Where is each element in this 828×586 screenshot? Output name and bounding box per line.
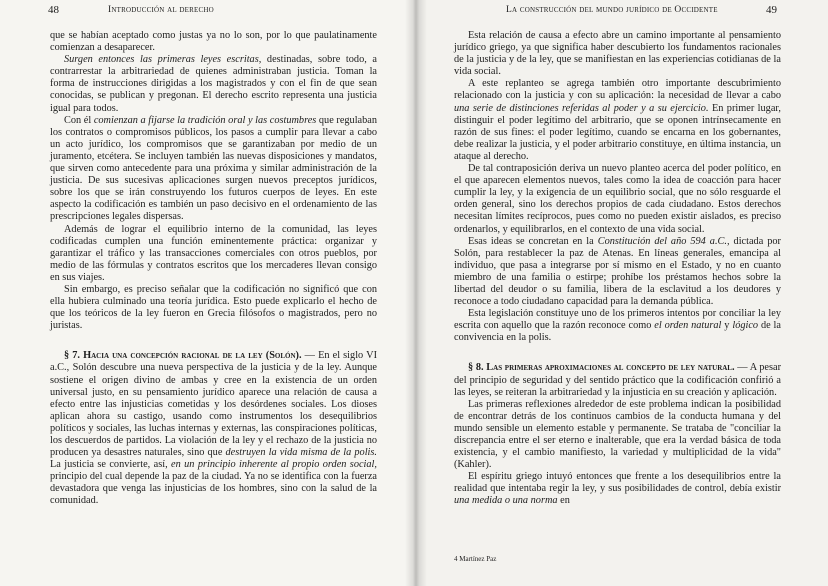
- running-head: La construcción del mundo jurídico de Occidente: [506, 5, 718, 15]
- page-number: 48: [48, 4, 59, 16]
- paragraph: que se habían aceptado como justas ya no lo son, por lo que paulatinamente comienzan a desaparecer.: [50, 30, 377, 54]
- book-spine-shadow: [405, 0, 427, 586]
- paragraph: Esas ideas se concretan en la Constitución del año 594 a.C., dictada por Solón, para restablecer la paz de Atenas. En líneas generales, emancipa al individuo, que pasa a integrarse por sí mismo en el Estado, y no en cuanto miembro de una familia o estirpe; prohíbe los préstamos hechos sobre la libertad del deudor o su familia, libera de la esclavitud a los deudores y reconoce a todo ciudadano capacidad para la demanda pública.: [454, 235, 781, 308]
- text-column: [50, 30, 377, 508]
- section-heading: § 8. Las primeras aproximaciones al concepto de ley natural.: [468, 362, 735, 374]
- section-8: § 8. Las primeras aproximaciones al concepto de ley natural. — A pesar del principio de seguridad y del sentido práctico que la codificación confirió a las leyes, se reiteran la arbitrariedad y la injusticia en su creación y aplicación.: [454, 362, 782, 398]
- page-number: 49: [766, 4, 777, 16]
- paragraph: Surgen entonces las primeras leyes escritas, destinadas, sobre todo, a contrarrestar la arbitrariedad de quienes administraban justicia. Toman la forma de instrucciones dirigidas a los magistrados y con el fin de que sean conocidas, se publican y pregonan. El derecho escrito representa una justicia igual para todos.: [50, 54, 377, 114]
- paragraph: A este replanteo se agrega también otro importante descubrimiento relacionado con la justicia y con su aplicación: la necesidad de llevar a cabo una serie de distinciones referidas al poder y a su ejercicio. En primer lugar, distinguir el poder legítimo del arbitrario, que se oponen intrínsecamente en razón de sus fines: el poder legítimo, cuando se encarna en los gobernantes, debe realizar la justicia, y el poder arbitrario constituye, en última instancia, un ataque al derecho.: [454, 78, 781, 162]
- text-column: [454, 30, 781, 508]
- paragraph: De tal contraposición deriva un nuevo planteo acerca del poder político, en el que aparecen elementos nuevos, tales como la idea de coacción para hacer cumplir la ley, y la exigencia de un equilibrio social, que no sólo resguarde el orden general, sino los derechos propios de cada ciudadano. Estos derechos necesitan límites recíprocos, pues como no pueden existir aislados, es preciso ordenarlos, y equilibrarlos, en el contexto de una vida social.: [454, 163, 781, 235]
- paragraph: El espíritu griego intuyó entonces que frente a los desequilibrios entre la realidad que intentaba regir la ley, y sus posibilidades de control, debía existir una medida o una norma en: [454, 471, 781, 507]
- right-page: [414, 0, 828, 586]
- section-heading: § 7. Hacia una concepción racional de la ley (Solón).: [64, 350, 302, 362]
- paragraph: Las primeras reflexiones alrededor de este problema indican la posibilidad de encontrar detrás de los continuos cambios de la conducta humana y del mundo sensible un elemento estable y permanente. Se trataba de "conciliar la discrepancia entre el ser eterno e inalterable, que era la verdad básica de toda existencia, y el cambio manifiesto, la variedad y multiplicidad de la vida" (Kahler).: [454, 398, 781, 471]
- running-head: Introducción al derecho: [108, 5, 214, 15]
- paragraph: Además de lograr el equilibrio interno de la comunidad, las leyes codificadas cumplen una función eminentemente práctica: organizar y garantizar el tráfico y las transacciones comerciales con otros pueblos, por medio de las fórmulas y contratos escritos que los mercaderes llevan consigo en sus viajes.: [50, 223, 377, 283]
- paragraph: Con él comienzan a fijarse la tradición oral y las costumbres que regulaban los contratos o compromisos públicos, los pasos a cumplir para llevar a cabo un acto jurídico, los compromisos que se garantizaban por medio de un juramento, etcétera. Se incluyen también las nuevas disposiciones y mandatos, que sirven como antecedente para una próxima y similar administración de la justicia. De sus sucesivas aplicaciones surgen nuevos preceptos jurídicos, sobre los que se irán construyendo los futuros cuerpos de leyes. En este aspecto la codificación es también un paso decisivo en el ordenamiento de las prescripciones legales dispersas.: [50, 114, 377, 223]
- paragraph: Sin embargo, es preciso señalar que la codificación no significó que con ella hubiera culminado una teoría jurídica. Esto puede explicarlo el hecho de que los teóricos de la ley fueron en Grecia filósofos o magistrados, pero no juristas.: [50, 283, 377, 332]
- signature-footnote: 4 Martínez Paz: [454, 555, 497, 563]
- section-7: § 7. Hacia una concepción racional de la ley (Solón). — En el siglo VI a.C., Solón descubre una nueva perspectiva de la justicia y de la ley. Aunque sostiene el origen divino de ambas y cree en la existencia de un orden universal justo, en su pensamiento jurídico aparece una relación de causa a efecto entre las injusticias cometidas y los desórdenes sociales. Los dioses aplican ahora su castigo, usando como instrumentos los desequilibrios políticos y sociales, las luchas internas y externas, las conspiraciones políticas, los descuerdos de partidos. La violación de la ley y el rechazo de la justicia no producen ya desastres naturales, sino que destruyen la vida misma de la polis. La justicia se convierte, así, en un principio inherente al propio orden social, principio del cual depende la paz de la ciudad. Ya no se identifica con la fuerza devastadora que venga las injusticias de los hombres, sino con la salud de la comunidad.: [50, 350, 378, 507]
- paragraph: Esta legislación constituye uno de los primeros intentos por conciliar la ley escrita con aquello que la razón reconoce como el orden natural y lógico de la convivencia en la polis.: [454, 308, 781, 344]
- paragraph: Esta relación de causa a efecto abre un camino importante al pensamiento jurídico griego, ya que significa haber descubierto los fundamentos racionales de la justicia y de la ley, que se manifiestan en las experiencias cotidianas de la vida social.: [454, 30, 781, 78]
